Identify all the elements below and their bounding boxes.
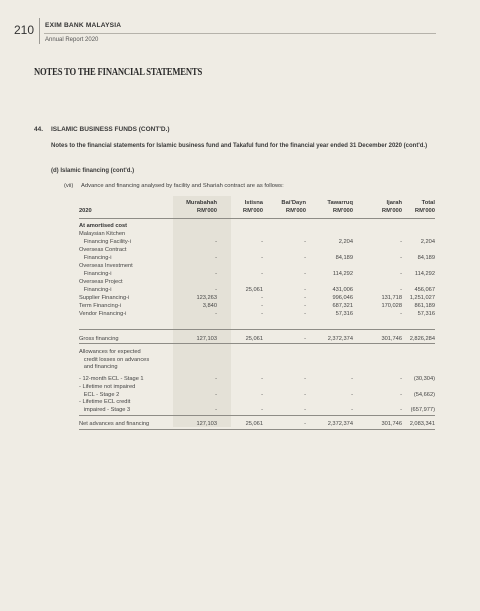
table-cell: - [304,303,306,309]
column-header-line: Ijarah [386,200,402,206]
row-label-line: Financing Facility-i [79,238,131,245]
column-header-tawarruq [303,200,353,215]
row-label-line: Financing-i [79,254,112,261]
table-cell: (54,662) [413,391,435,398]
row-label [79,303,121,311]
note-heading: Notes to the financial statements for Islamic business fund and Takaful fund for the financial year ended 31 December 2020 (cont'd.) [51,143,428,149]
row-label-line: Overseas Investment [79,263,133,269]
note-number: 44. [34,126,44,133]
table-cell: - [215,270,217,277]
table-cell: 57,316 [417,311,435,317]
row-label [79,311,126,319]
table-cell: - [261,254,263,261]
table-cell: 861,189 [414,303,435,309]
row-label-line: Financing-i [79,286,112,293]
row-label [79,279,123,294]
header-divider [39,18,40,44]
column-header-line: RM'000 [242,207,263,214]
row-label [79,223,127,231]
row-label [79,231,131,246]
table-cell: 1,251,027 [409,295,435,301]
table-cell: - [400,270,402,277]
column-header-line: Murabahah [186,200,217,206]
table-cell: - [304,270,306,277]
row-label [79,263,133,278]
table-cell: - [304,238,306,245]
table-cell: - [261,270,263,277]
table-cell: - [215,391,217,398]
table-cell: - [215,238,217,245]
table-cell: - [304,311,306,317]
column-header-line: RM'000 [285,207,306,214]
table-cell: 114,292 [332,270,353,277]
table-cell: - [215,254,217,261]
table-cell: 25,061 [245,336,263,342]
table-cell: (657,977) [410,406,435,413]
table-rule [79,343,435,344]
table-cell: - [261,406,263,413]
table-cell: - [400,238,402,245]
table-cell: 456,067 [414,286,435,293]
table-cell: - [215,376,217,382]
row-label-line: Overseas Contract [79,247,127,253]
row-label-line: Malaysian Kitchen [79,231,126,237]
table-cell: 687,321 [332,303,353,309]
report-name: Annual Report 2020 [45,37,99,43]
table-cell: - [304,406,306,413]
table-cell: 301,746 [381,336,402,342]
column-header-total [385,200,435,215]
table-cell: 127,103 [196,421,217,427]
table-cell: 57,316 [335,311,353,317]
note-title: ISLAMIC BUSINESS FUNDS (CONT'D.) [51,126,170,133]
financing-table [79,196,435,436]
column-header-murabahah [167,200,217,215]
table-cell: 131,718 [381,295,402,301]
table-cell: 301,746 [381,421,402,427]
column-header-line: RM'000 [381,207,402,214]
table-cell: - [304,391,306,398]
table-cell: - [400,406,402,413]
row-label-line: Gross financing [79,336,119,342]
row-label [79,247,126,262]
table-cell: - [304,421,306,427]
table-cell: - [261,391,263,398]
table-cell: - [400,254,402,261]
table-cell: - [261,295,263,301]
note-subheading: (d) Islamic financing (cont'd.) [51,168,135,174]
table-cell: - [304,295,306,301]
table-cell: - [351,391,353,398]
column-header-line: Istisna [244,200,263,206]
table-cell: - [215,311,217,317]
row-label-line: credit losses on advances [79,356,150,363]
table-cell: (30,304) [413,376,435,382]
row-label [79,384,135,399]
row-label-line: Net advances and financing [79,421,150,427]
table-cell: - [304,254,306,261]
table-rule [79,415,435,416]
table-cell: - [400,391,402,398]
column-header-line: RM'000 [332,207,353,214]
table-cell: 996,046 [332,295,353,301]
table-cell: - [261,303,263,309]
table-cell: - [304,336,306,342]
row-label-line: Allowances for expected [79,349,141,355]
table-cell: - [261,311,263,317]
row-label-line: - Lifetime ECL credit [79,399,131,405]
table-cell: - [215,286,217,293]
item-text: Advance and financing analysed by facility and Shariah contract are as follows: [81,183,284,189]
table-cell: 2,083,341 [409,421,435,427]
column-header-line: Total [421,200,435,206]
row-label [79,349,149,372]
table-cell: - [351,406,353,413]
row-label [79,421,149,429]
table-cell: - [215,406,217,413]
column-header-line: RM'000 [196,207,217,214]
table-year: 2020 [79,208,92,214]
row-label-line: impaired - Stage 3 [79,406,131,413]
table-cell: - [261,376,263,382]
table-cell: 25,061 [245,286,263,293]
row-label-line: Financing-i [79,270,112,277]
table-cell: 2,372,374 [327,336,353,342]
table-cell: 84,189 [417,254,435,261]
column-header-line: Bai'Dayn [281,200,306,206]
row-label-line: Overseas Project [79,279,123,285]
row-label [79,295,129,303]
bank-name: EXIM BANK MALAYSIA [45,22,122,29]
table-cell: - [400,376,402,382]
table-cell: 2,826,284 [409,336,435,342]
header-rule [44,33,436,34]
section-title: NOTES TO THE FINANCIAL STATEMENTS [34,66,203,78]
row-label-line: - 12-month ECL - Stage 1 [79,376,144,382]
table-cell: 3,840 [202,303,217,309]
row-label-line: ECL - Stage 2 [79,391,120,398]
table-cell: 170,028 [381,303,402,309]
column-header-line: RM'000 [414,207,435,214]
row-label-line: Supplier Financing-i [79,295,130,301]
row-label-line: - Lifetime not impaired [79,384,136,390]
column-header-line: Tawarruq [327,200,353,206]
table-cell: - [304,376,306,382]
page-number: 210 [14,23,35,37]
row-label-line: Vendor Financing-i [79,311,127,317]
table-cell: 2,204 [338,238,353,245]
table-cell: 127,103 [196,336,217,342]
header-rule [79,218,435,219]
row-label-line: and financing [79,364,118,371]
table-rule [79,329,435,330]
table-cell: 2,372,374 [327,421,353,427]
table-cell: 2,204 [420,238,435,245]
table-cell: 123,263 [196,295,217,301]
table-cell: - [261,238,263,245]
column-header-baidayn [256,200,306,215]
table-cell: 84,189 [335,254,353,261]
row-label [79,376,144,384]
table-cell: 431,006 [332,286,353,293]
table-cell: 114,292 [414,270,435,277]
table-rule [79,429,435,430]
table-cell: - [400,286,402,293]
table-cell: 25,061 [245,421,263,427]
row-label [79,399,130,414]
table-cell: - [304,286,306,293]
row-label-line: Term Financing-i [79,303,122,309]
table-cell: - [351,376,353,382]
item-number: (vii) [64,183,74,189]
row-label-line: At amortised cost [79,223,128,229]
table-cell: - [400,311,402,317]
